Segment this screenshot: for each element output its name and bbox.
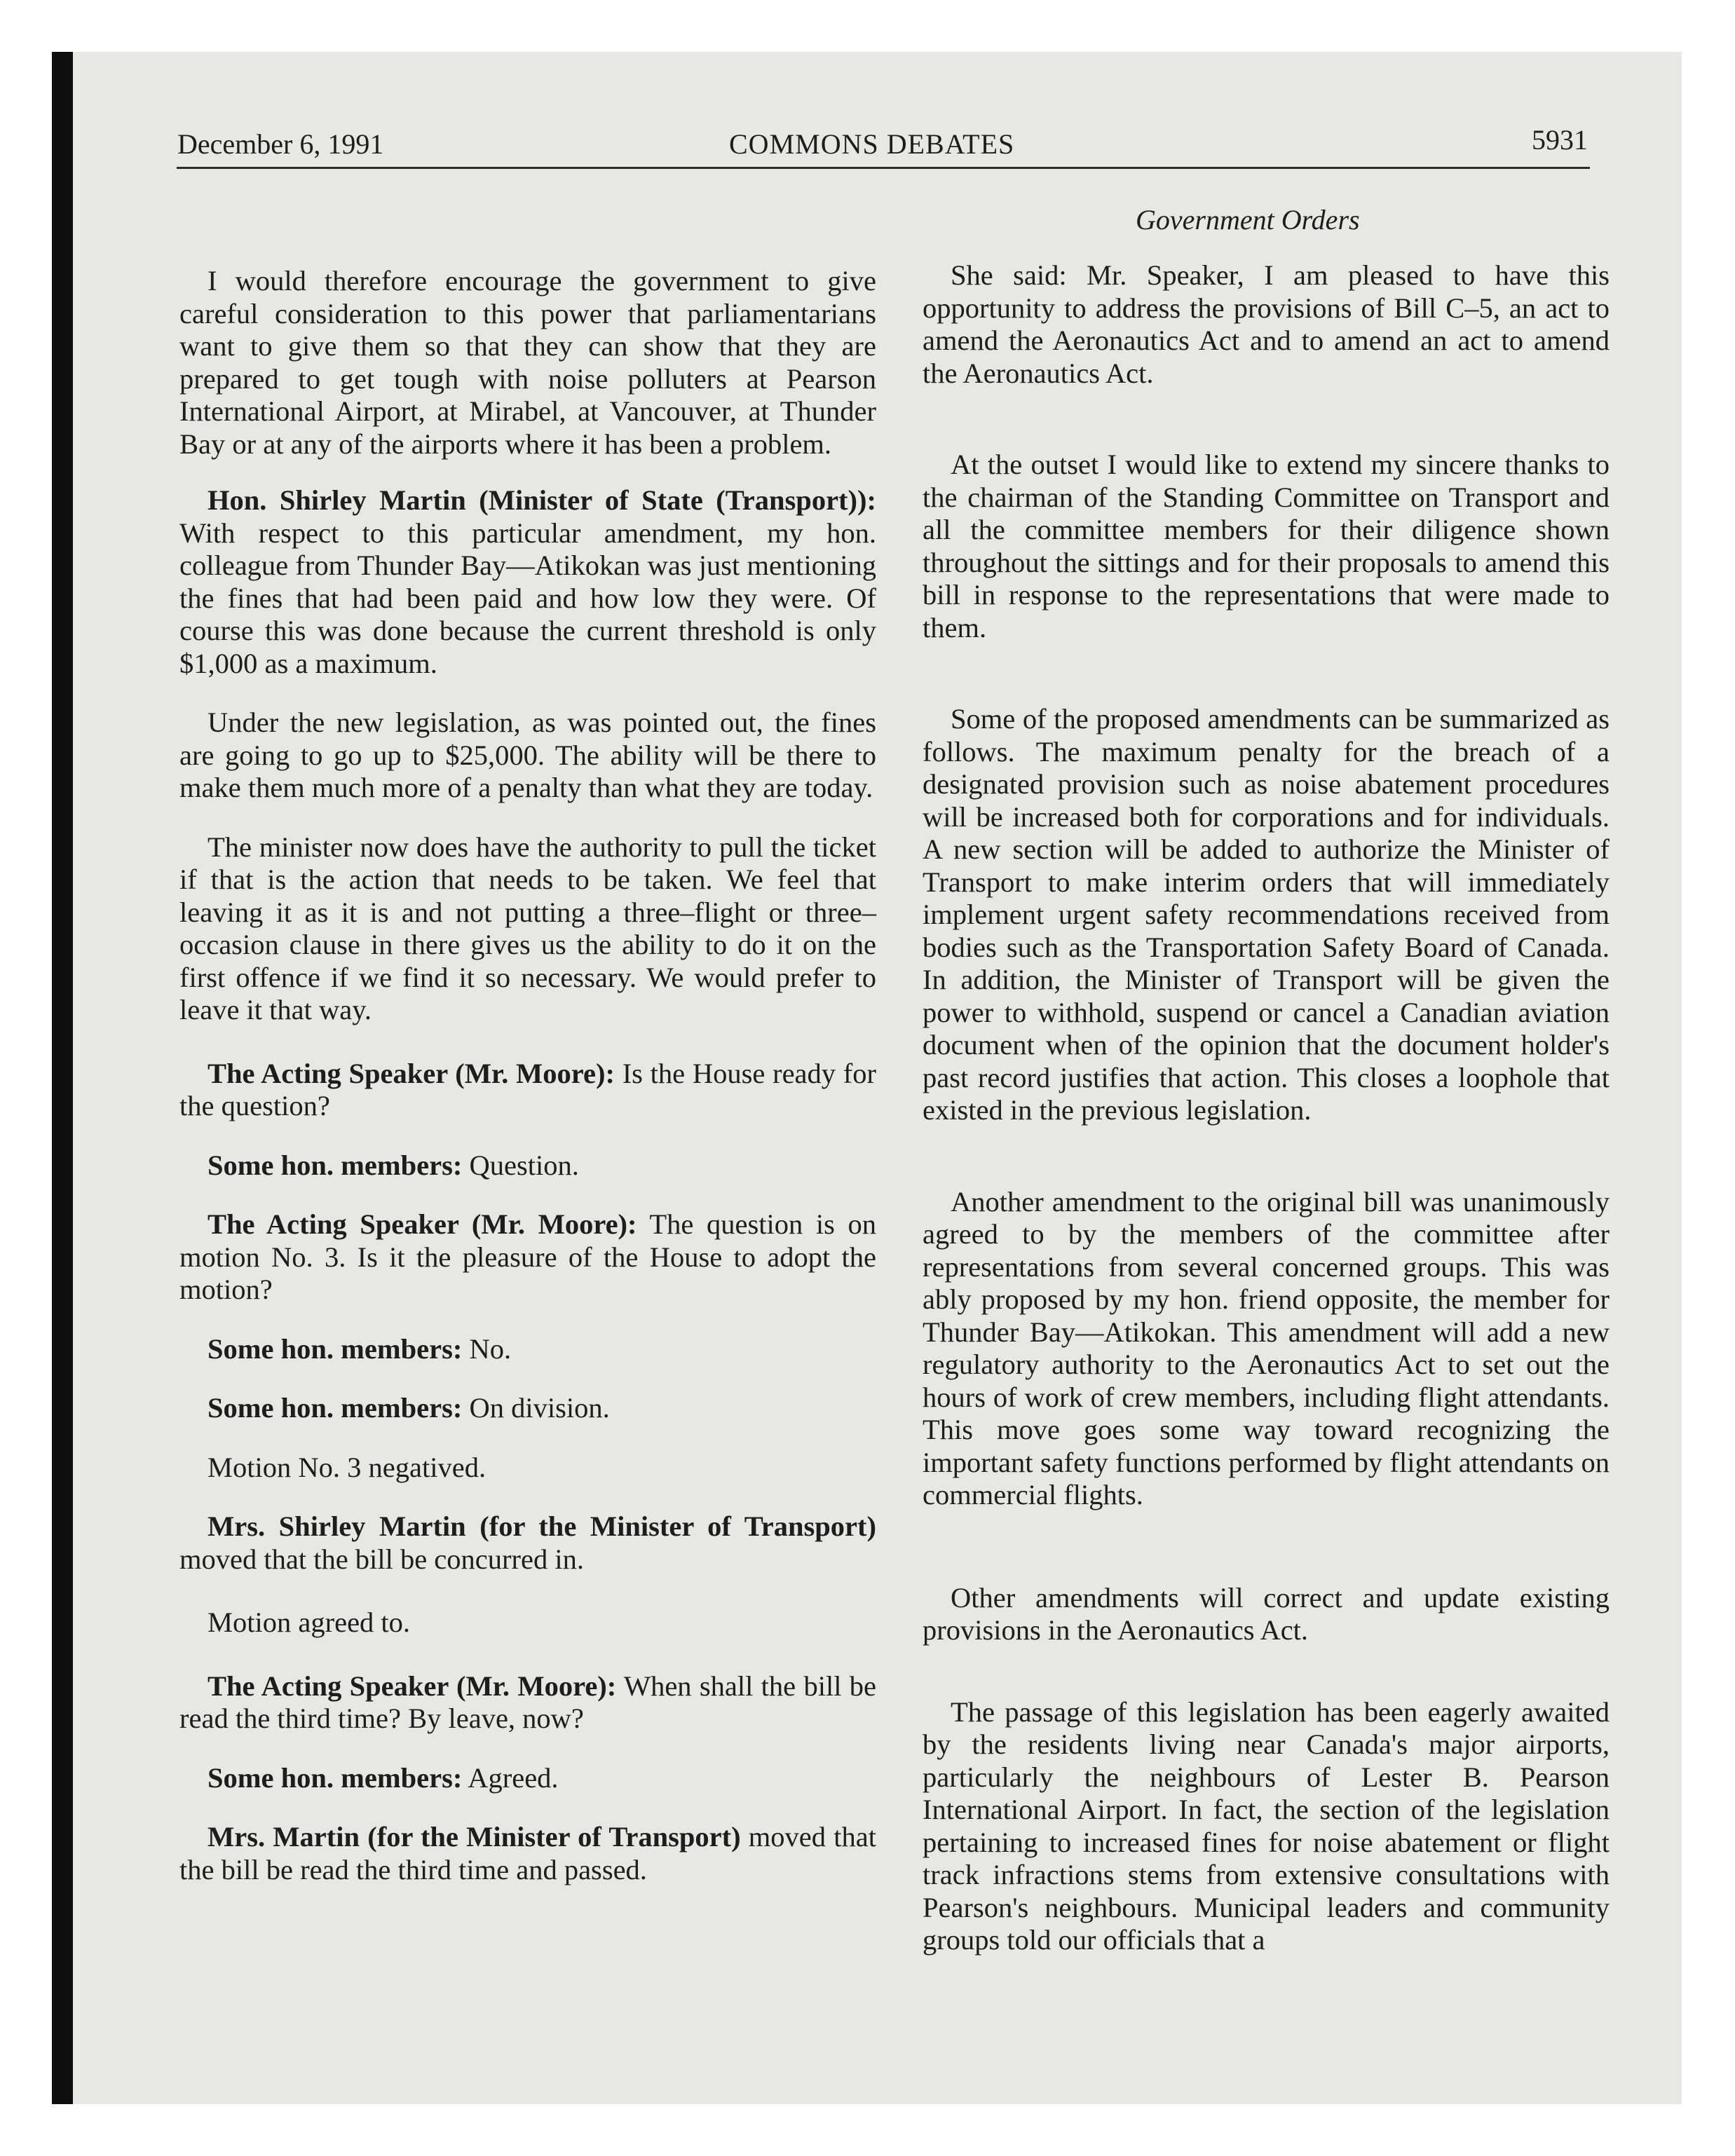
speech-text: On division. [462,1392,610,1424]
speech-paragraph [179,1208,876,1306]
paragraph: I would therefore encourage the government to give careful consideration to this power that parliamentarians want to give them so that they can show that they are prepared to get tough with noise polluters at Pearson International Airport, at Mirabel, at Vancouver, at Thunder Bay or at any of the airports where it has been a problem. [179,265,876,460]
speech-paragraph [179,1392,876,1425]
binding-edge [52,52,73,2104]
speech-text: moved that the bill be read the third time and passed. [179,1821,876,1885]
speech-text: Is the House ready for the question? [179,1057,876,1121]
paragraph: Under the new legislation, as was pointed out, the fines are going to go up to $25,000. The ability will be there to make them much more of a penalty than what they are today. [179,707,876,803]
header-date: December 6, 1991 [177,128,384,160]
paragraph: Motion No. 3 negatived. [207,1451,487,1483]
speaker-name: Some hon. members: [207,1392,463,1424]
speech-paragraph [179,484,876,680]
paragraph: The passage of this legislation has been eagerly awaited by the residents living near Canada's major airports, particularly the neighbours of Lester B. Pearson International Airport. In fact, the section of the legislation pertaining to increased fines for noise abatement or flight track infractions stems from extensive consultations with Pearson's neighbours. Municipal leaders and community groups told our officials that a [923,1696,1610,1956]
speaker-name: Some hon. members: [207,1332,463,1365]
right-column [923,259,1610,1957]
speaker-name: Hon. Shirley Martin (Minister of State (Transport)): [207,484,876,516]
speech-text: When shall the bill be read the third time? By leave, now? [179,1670,876,1734]
speech-paragraph [179,1058,876,1123]
speech-paragraph [179,1149,876,1182]
header-title: COMMONS DEBATES [729,128,1015,160]
speech-paragraph [179,1510,876,1576]
paragraph: The minister now does have the authority to pull the ticket if that is the action that needs to be taken. We feel that leaving it as it is and not putting a three–flight or three–occasion clause in there gives us the ability to do it on the first offence if we find it so necessary. We would prefer to leave it that way. [179,831,876,1025]
section-heading: Government Orders [1136,204,1360,236]
speech-text: Question. [462,1149,579,1181]
paragraph: Another amendment to the original bill was unanimously agreed to by the members of the committee after representations from several concerned groups. This was ably proposed by my hon. friend opposite, the member for Thunder Bay—Atikokan. This amendment will add a new regulatory authority to the Aeronautics Act to set out the hours of work of crew members, including flight attendants. This move goes some way toward recognizing the important safety functions performed by flight attendants on commercial flights. [923,1185,1610,1510]
speaker-name: The Acting Speaker (Mr. Moore): [207,1057,615,1089]
speech-paragraph [179,1670,876,1735]
paragraph: Other amendments will correct and update existing provisions in the Aeronautics Act. [923,1581,1610,1646]
paragraph: She said: Mr. Speaker, I am pleased to have this opportunity to address the provisions of Bill C–5, an act to amend the Aeronautics Act and to amend an act to amend the Aeronautics Act. [923,259,1610,389]
speech-paragraph [179,1762,876,1795]
paragraph: Some of the proposed amendments can be summarized as follows. The maximum penalty for the breach of a designated provision such as noise abatement procedures will be increased both for corporations and for individuals. A new section will be added to authorize the Minister of Transport to make interim orders that will immediately implement urgent safety recommendations received from bodies such as the Transportation Safety Board of Canada. In addition, the Minister of Transport will be given the power to withhold, suspend or cancel a Canadian aviation document when of the opinion that the document holder's past record justifies that action. This closes a loophole that existed in the previous legislation. [923,703,1610,1126]
page-number: 5931 [1532,124,1588,156]
speech-text: With respect to this particular amendment, my hon. colleague from Thunder Bay—Atikokan was just mentioning the fines that had been paid and how low they were. Of course this was done because the current threshold is only $1,000 as a maximum. [179,517,876,679]
speaker-name: Some hon. members: [207,1761,463,1794]
speaker-name: Mrs. Martin (for the Minister of Transport) [207,1821,741,1853]
speaker-name: The Acting Speaker (Mr. Moore): [207,1208,637,1240]
speech-paragraph [179,1821,876,1886]
paragraph: At the outset I would like to extend my sincere thanks to the chairman of the Standing Committee on Transport and all the committee members for their diligence shown throughout the sittings and for their proposals to amend this bill in response to the representations that were made to them. [923,449,1610,643]
speech-text: The question is on motion No. 3. Is it the pleasure of the House to adopt the motion? [179,1208,876,1305]
speaker-name: Some hon. members: [207,1149,463,1181]
speech-text: No. [462,1332,512,1365]
left-column [179,265,876,1886]
paragraph: Motion agreed to. [207,1606,411,1638]
speech-text: moved that the bill be concurred in. [179,1543,584,1575]
speaker-name: Mrs. Shirley Martin (for the Minister of Transport) [207,1510,876,1542]
speaker-name: The Acting Speaker (Mr. Moore): [207,1670,617,1702]
header-rule [177,167,1590,169]
speech-paragraph [179,1333,876,1366]
speech-text: Agreed. [462,1761,559,1794]
